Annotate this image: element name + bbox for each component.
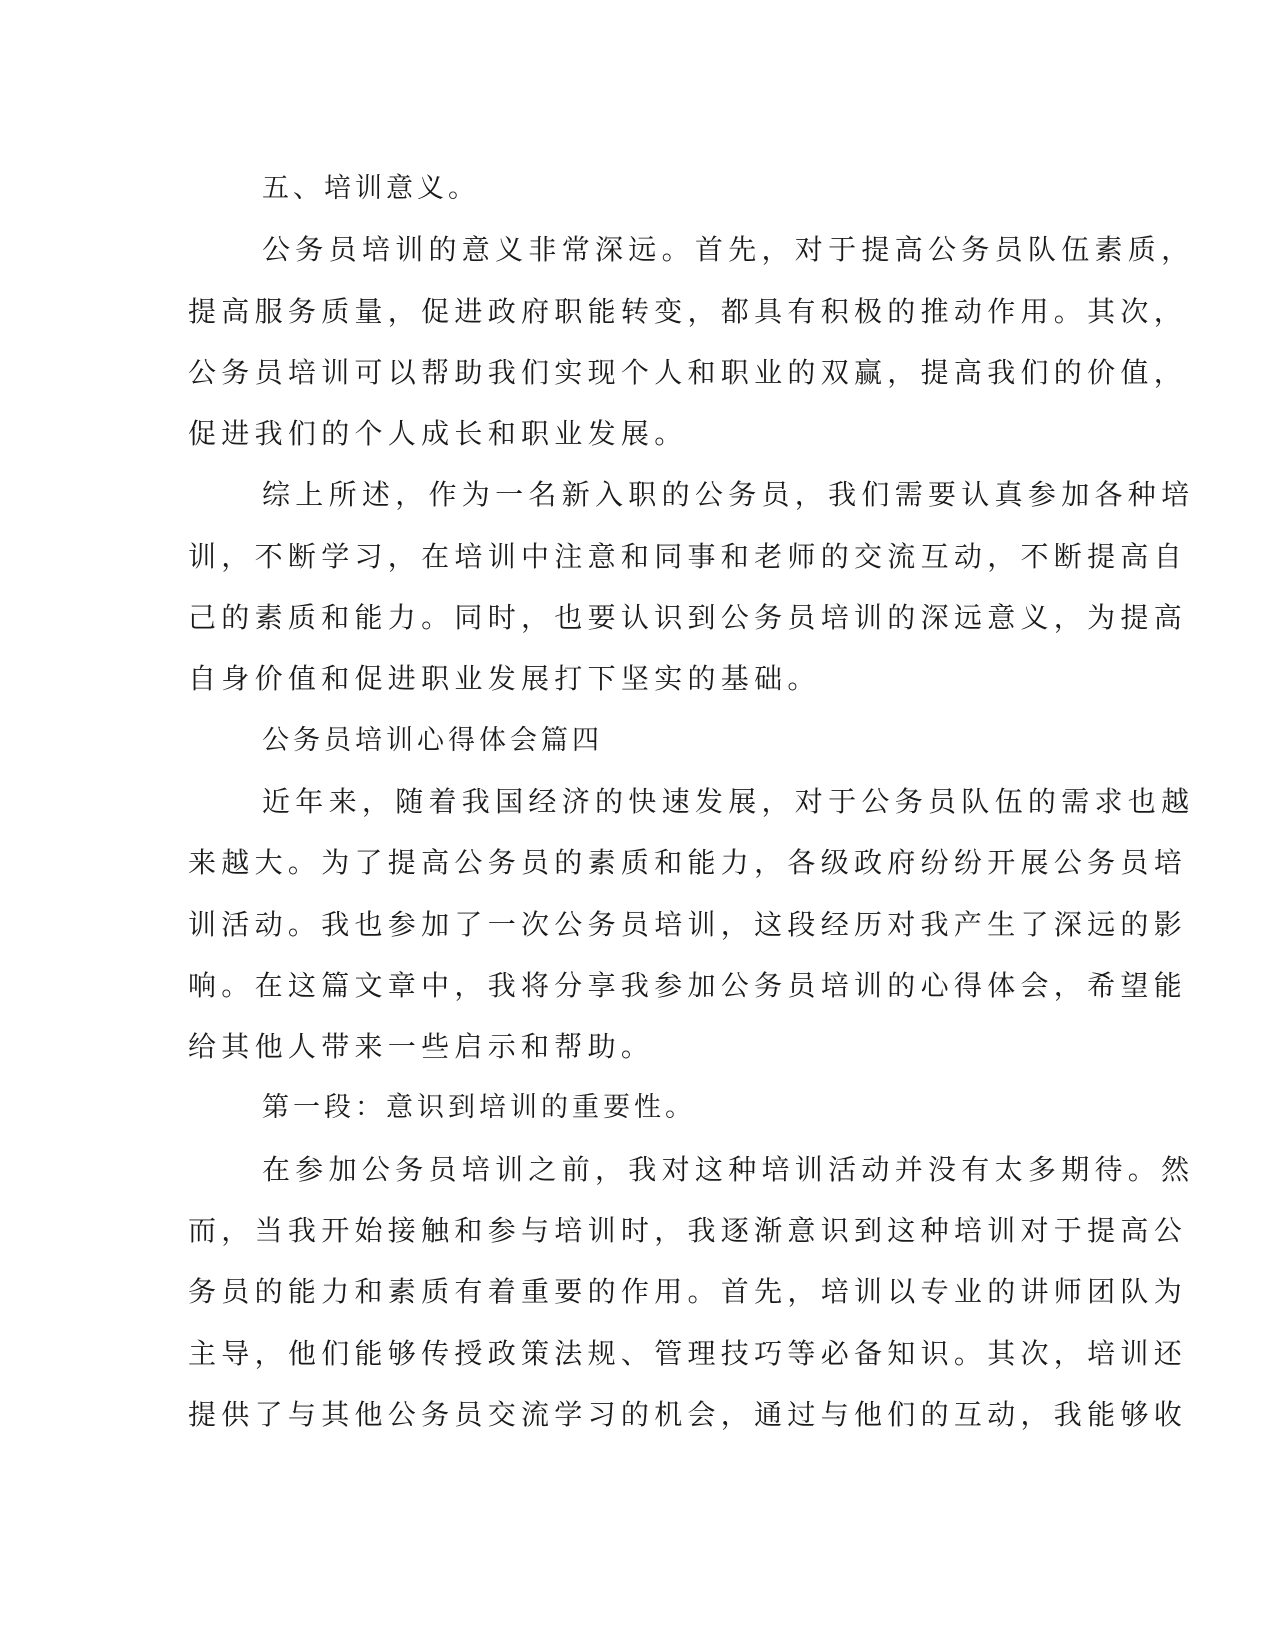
paragraph-line: 训活动。我也参加了一次公务员培训，这段经历对我产生了深远的影: [188, 907, 1188, 941]
paragraph-line: 而，当我开始接触和参与培训时，我逐渐意识到这种培训对于提高公: [188, 1214, 1188, 1248]
paragraph-line: 综上所述，作为一名新入职的公务员，我们需要认真参加各种培: [262, 478, 1195, 512]
section-heading-first: 第一段：意识到培训的重要性。: [262, 1092, 696, 1124]
paragraph-line: 提供了与其他公务员交流学习的机会，通过与他们的互动，我能够收: [188, 1397, 1188, 1431]
paragraph-line: 自身价值和促进职业发展打下坚实的基础。: [188, 662, 821, 696]
paragraph-line: 来越大。为了提高公务员的素质和能力，各级政府纷纷开展公务员培: [188, 846, 1188, 880]
paragraph-line: 务员的能力和素质有着重要的作用。首先，培训以专业的讲师团队为: [188, 1275, 1188, 1309]
paragraph-line: 响。在这篇文章中，我将分享我参加公务员培训的心得体会，希望能: [188, 968, 1188, 1002]
paragraph-line: 在参加公务员培训之前，我对这种培训活动并没有太多期待。然: [262, 1152, 1195, 1186]
paragraph-line: 提高服务质量，促进政府职能转变，都具有积极的推动作用。其次，: [188, 294, 1188, 328]
document-body: [188, 158, 1195, 1445]
paragraph-line: 给其他人带来一些启示和帮助。: [188, 1030, 655, 1064]
section-heading-significance: 五、培训意义。: [262, 173, 479, 204]
paragraph-line: 己的素质和能力。同时，也要认识到公务员培训的深远意义，为提高: [188, 601, 1188, 635]
paragraph-line: 训，不断学习，在培训中注意和同事和老师的交流互动，不断提高自: [188, 539, 1188, 573]
paragraph-line: 公务员培训的意义非常深远。首先，对于提高公务员队伍素质，: [262, 233, 1195, 267]
paragraph-line: 公务员培训可以帮助我们实现个人和职业的双赢，提高我们的价值，: [188, 355, 1188, 389]
paragraph-line: 主导，他们能够传授政策法规、管理技巧等必备知识。其次，培训还: [188, 1336, 1188, 1370]
paragraph-line: 近年来，随着我国经济的快速发展，对于公务员队伍的需求也越: [262, 784, 1195, 818]
paragraph-line: 促进我们的个人成长和职业发展。: [188, 417, 688, 451]
article-title: 公务员培训心得体会篇四: [262, 724, 603, 756]
